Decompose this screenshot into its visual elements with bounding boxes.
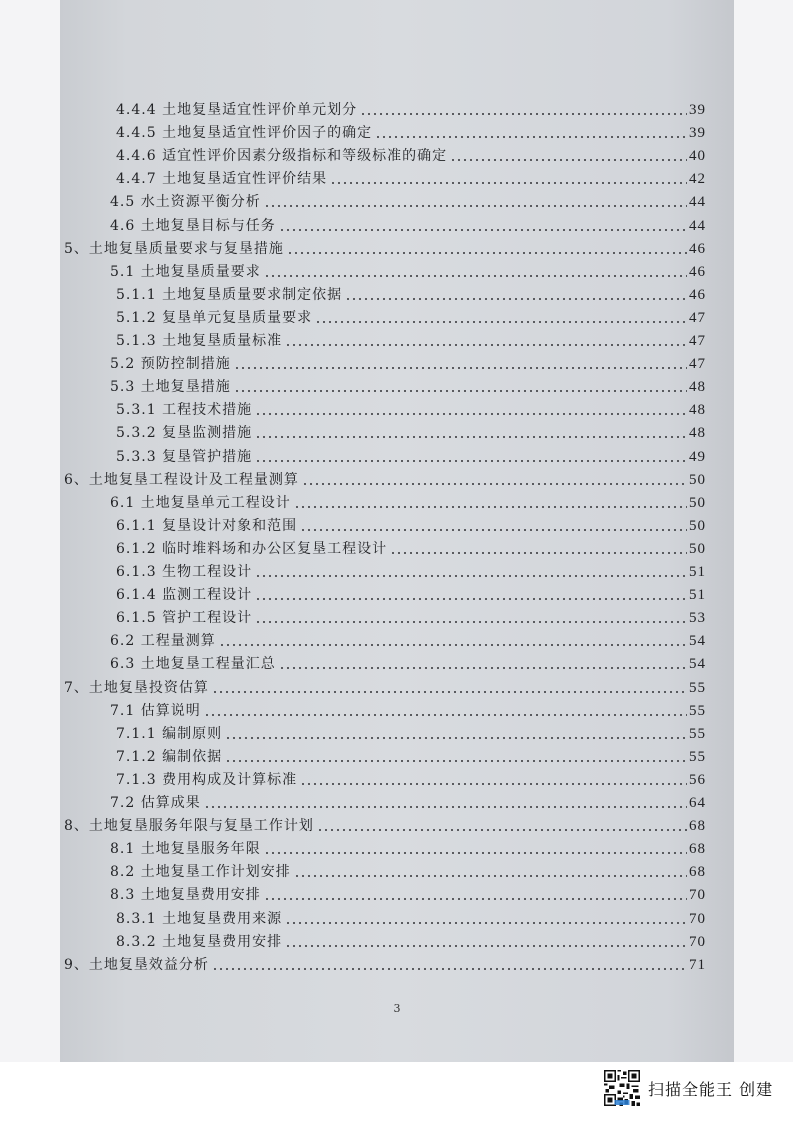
toc-entry-title: 5.1.1 土地复垦质量要求制定依据 (116, 286, 343, 303)
toc-entry (116, 120, 706, 142)
toc-leader-dots (212, 691, 687, 693)
toc-leader-dots (255, 575, 687, 577)
toc-leader-dots (279, 667, 687, 669)
toc-entry-title: 8.2 土地复垦工作计划安排 (110, 864, 291, 881)
toc-entry-title: 8.3 土地复垦费用安排 (110, 887, 261, 904)
toc-entry-title: 4.4.5 土地复垦适宜性评价因子的确定 (116, 125, 373, 142)
toc-entry-title: 8.3.2 土地复垦费用安排 (116, 933, 283, 950)
toc-entry-page: 53 (689, 610, 706, 627)
toc-entry-title: 6.1.1 复垦设计对象和范围 (116, 517, 298, 534)
toc-entry (64, 236, 706, 258)
toc-entry-page: 46 (689, 263, 706, 280)
toc-entry (110, 213, 706, 235)
toc-entry-page: 68 (689, 864, 706, 881)
toc-entry-title: 6.1 土地复垦单元工程设计 (110, 494, 291, 511)
toc-entry-page: 48 (689, 379, 706, 396)
toc-entry-page: 47 (689, 356, 706, 373)
toc-entry (110, 859, 706, 881)
toc-leader-dots (255, 436, 687, 438)
page-number: 3 (393, 1002, 401, 1015)
toc-entry-title: 5.3.1 工程技术措施 (116, 402, 253, 419)
toc-leader-dots (294, 875, 687, 877)
toc-entry (110, 490, 706, 512)
toc-leader-dots (204, 714, 687, 716)
toc-leader-dots (264, 852, 687, 854)
toc-entry (110, 374, 706, 396)
toc-entry-title: 5、土地复垦质量要求与复垦措施 (64, 240, 284, 257)
toc-entry-title: 7.1 估算说明 (110, 702, 201, 719)
toc-entry (64, 813, 706, 835)
toc-entry-title: 8.3.1 土地复垦费用来源 (116, 910, 283, 927)
toc-entry-title: 5.3.3 复垦管护措施 (116, 448, 253, 465)
toc-entry-title: 4.6 土地复垦目标与任务 (110, 217, 276, 234)
toc-entry (116, 721, 706, 743)
toc-leader-dots (255, 460, 687, 462)
toc-leader-dots (285, 922, 687, 924)
toc-entry-page: 47 (689, 333, 706, 349)
toc-entry-page: 50 (689, 540, 706, 557)
toc-entry-page: 54 (689, 633, 706, 650)
toc-leader-dots (375, 136, 687, 138)
toc-entry-title: 7.2 估算成果 (110, 795, 201, 811)
toc-entry-page: 50 (689, 517, 706, 534)
toc-entry-title: 7.1.1 编制原则 (116, 725, 223, 742)
toc-entry-page: 44 (689, 217, 706, 234)
toc-entry-page: 44 (689, 194, 706, 211)
toc-leader-dots (255, 598, 687, 600)
toc-leader-dots (287, 252, 687, 254)
toc-entry (116, 929, 706, 951)
toc-entry-page: 55 (689, 702, 706, 719)
toc-leader-dots (264, 205, 687, 207)
toc-leader-dots (317, 829, 687, 831)
toc-leader-dots (255, 413, 687, 415)
toc-leader-dots (212, 968, 687, 970)
toc-entry-page: 48 (689, 425, 706, 442)
toc-entry-title: 8、土地复垦服务年限与复垦工作计划 (64, 818, 314, 835)
document-page (60, 0, 734, 1062)
toc-entry (116, 744, 706, 766)
toc-entry-page: 55 (689, 748, 706, 765)
toc-entry-title: 6.1.2 临时堆料场和办公区复垦工程设计 (116, 540, 388, 557)
toc-entry (116, 397, 706, 419)
toc-entry-page: 51 (689, 564, 706, 580)
toc-entry (116, 143, 706, 165)
toc-entry-page: 50 (689, 471, 706, 488)
toc-leader-dots (264, 898, 687, 900)
toc-entry-title: 6.1.3 生物工程设计 (116, 564, 253, 580)
toc-entry (64, 952, 706, 974)
toc-entry (116, 582, 706, 604)
toc-leader-dots (294, 506, 687, 508)
watermark-text: 扫描全能王 创建 (648, 1079, 774, 1099)
toc-entry-page: 55 (689, 725, 706, 742)
toc-entry-page: 54 (689, 656, 706, 673)
scanner-watermark (604, 1070, 773, 1106)
toc-entry-title: 5.3 土地复垦措施 (110, 379, 231, 396)
toc-entry-page: 55 (689, 679, 706, 696)
toc-entry (116, 166, 706, 188)
toc-leader-dots (285, 344, 687, 346)
toc-entry-page: 64 (689, 795, 706, 811)
toc-entry-title: 4.4.4 土地复垦适宜性评价单元划分 (116, 102, 358, 118)
toc-entry-title: 7、土地复垦投资估算 (64, 679, 209, 696)
toc-entry (116, 767, 706, 789)
toc-leader-dots (264, 275, 687, 277)
toc-entry-page: 39 (689, 125, 706, 142)
toc-entry-page: 46 (689, 240, 706, 257)
toc-entry (110, 628, 706, 650)
toc-entry (116, 305, 706, 327)
toc-entry (110, 351, 706, 373)
toc-entry (116, 536, 706, 558)
toc-leader-dots (219, 644, 687, 646)
toc-entry-page: 40 (689, 148, 706, 165)
toc-leader-dots (225, 760, 687, 762)
toc-entry (116, 513, 706, 535)
toc-entry-page: 71 (689, 956, 706, 973)
toc-entry-page: 50 (689, 494, 706, 511)
toc-entry-title: 5.2 预防控制措施 (110, 356, 231, 373)
toc-entry (116, 605, 706, 627)
toc-leader-dots (285, 945, 687, 947)
toc-entry-page: 70 (689, 887, 706, 904)
toc-leader-dots (225, 737, 687, 739)
toc-entry-title: 5.1.2 复垦单元复垦质量要求 (116, 309, 313, 326)
toc-entry-title: 6.3 土地复垦工程量汇总 (110, 656, 276, 673)
toc-entry-title: 7.1.2 编制依据 (116, 748, 223, 765)
qr-code-icon (604, 1070, 640, 1106)
toc-entry-page: 56 (689, 771, 706, 788)
toc-entry-page: 70 (689, 933, 706, 950)
toc-entry (116, 559, 706, 581)
toc-entry-title: 6、土地复垦工程设计及工程量测算 (64, 471, 299, 488)
toc-entry (110, 698, 706, 720)
toc-entry (64, 675, 706, 697)
toc-entry-page: 70 (689, 910, 706, 927)
toc-entry-page: 68 (689, 841, 706, 858)
toc-entry-title: 7.1.3 费用构成及计算标准 (116, 771, 298, 788)
toc-entry-title: 5.1.3 土地复垦质量标准 (116, 333, 283, 349)
toc-entry (110, 189, 706, 211)
toc-entry-page: 46 (689, 286, 706, 303)
toc-entry (110, 651, 706, 673)
toc-leader-dots (345, 298, 687, 300)
toc-leader-dots (279, 229, 687, 231)
toc-entry-page: 68 (689, 818, 706, 835)
toc-entry-title: 9、土地复垦效益分析 (64, 956, 209, 973)
table-of-contents (60, 0, 734, 1062)
toc-leader-dots (390, 552, 687, 554)
toc-leader-dots (300, 783, 687, 785)
toc-entry-page: 51 (689, 587, 706, 604)
toc-leader-dots (234, 390, 687, 392)
toc-entry-title: 6.1.4 监测工程设计 (116, 587, 253, 604)
toc-entry (116, 282, 706, 304)
toc-entry-title: 5.1 土地复垦质量要求 (110, 263, 261, 280)
toc-leader-dots (330, 182, 687, 184)
toc-entry-page: 39 (689, 102, 706, 118)
toc-entry (116, 444, 706, 466)
toc-entry-title: 5.3.2 复垦监测措施 (116, 425, 253, 442)
toc-leader-dots (315, 321, 687, 323)
toc-leader-dots (204, 806, 687, 808)
toc-entry (116, 420, 706, 442)
toc-entry-title: 4.4.6 适宜性评价因素分级指标和等级标准的确定 (116, 148, 448, 165)
toc-entry-page: 42 (689, 171, 706, 188)
toc-entry-title: 4.5 水土资源平衡分析 (110, 194, 261, 211)
toc-leader-dots (255, 621, 687, 623)
toc-entry (110, 790, 706, 812)
toc-entry (110, 836, 706, 858)
toc-leader-dots (450, 159, 687, 161)
toc-leader-dots (302, 483, 687, 485)
toc-entry-title: 4.4.7 土地复垦适宜性评价结果 (116, 171, 328, 188)
toc-entry (116, 906, 706, 928)
toc-entry-title: 6.1.5 管护工程设计 (116, 610, 253, 627)
toc-entry (64, 467, 706, 489)
toc-entry-page: 47 (689, 309, 706, 326)
toc-entry (116, 97, 706, 119)
toc-entry-title: 8.1 土地复垦服务年限 (110, 841, 261, 858)
toc-entry-page: 49 (689, 448, 706, 465)
toc-leader-dots (360, 113, 687, 115)
toc-entry-title: 6.2 工程量测算 (110, 633, 216, 650)
toc-leader-dots (234, 367, 687, 369)
toc-entry (116, 328, 706, 350)
toc-leader-dots (300, 529, 687, 531)
toc-entry-page: 48 (689, 402, 706, 419)
toc-entry (110, 882, 706, 904)
toc-entry (110, 259, 706, 281)
